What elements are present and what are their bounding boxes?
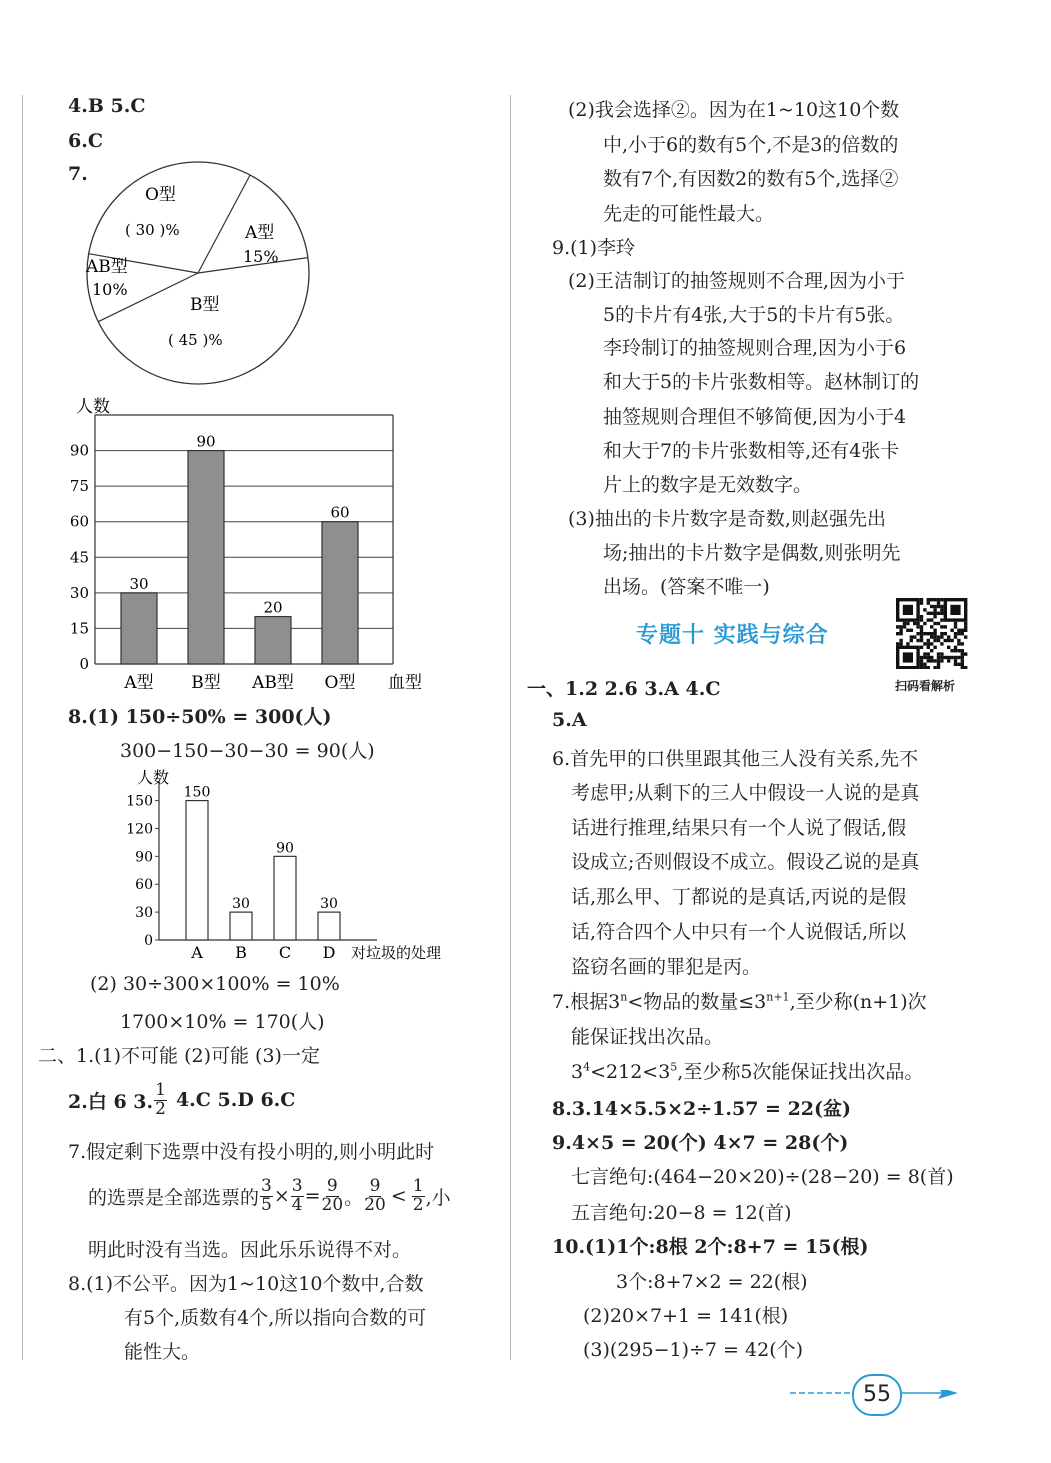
- y-tick-label: 30: [69, 583, 89, 602]
- category-label: A型: [124, 673, 154, 692]
- answer-9-2-e: 抽签规则合理但不够简便,因为小于4: [603, 406, 907, 428]
- topic10-answer-5: 5.A: [552, 709, 587, 731]
- right-line-4: 先走的可能性最大。: [603, 203, 775, 225]
- topic10-answer-6-g: 盗窃名画的罪犯是丙。: [571, 956, 762, 978]
- section-title: 专题十 实践与综合: [636, 622, 829, 648]
- bar-B: [230, 912, 252, 940]
- pie-label-ab: AB型: [86, 257, 128, 277]
- column-divider-left: [22, 95, 23, 1360]
- y-tick-label: 0: [79, 655, 89, 673]
- topic10-answer-7-b: 能保证找出次品。: [571, 1026, 724, 1048]
- garbage-bar-chart: [115, 765, 485, 965]
- answer-7-line1: 7.假定剩下选票中没有投小明的,则小明此时: [68, 1141, 435, 1163]
- category-label: A: [191, 943, 203, 962]
- pie-label-b: B型: [190, 295, 220, 315]
- section-2-answer-1: 二、1.(1)不可能 (2)可能 (3)一定: [38, 1045, 320, 1067]
- topic10-answer-10-c: (2)20×7+1 = 141(根): [583, 1305, 789, 1327]
- answer-9-3-b: 场;抽出的卡片数字是偶数,则张明先: [603, 542, 901, 564]
- bar-B型: [188, 451, 224, 664]
- answer-8-2-line1: (2) 30÷300×100% = 10%: [90, 973, 340, 995]
- answer-4-6-text: 4.C 5.D 6.C: [175, 1089, 296, 1111]
- answer-9-3-c: 出场。(答案不唯一): [603, 576, 770, 598]
- answer-7-line3: 明此时没有当选。因此乐乐说得不对。: [88, 1239, 412, 1261]
- qr-caption: 扫码看解析: [895, 679, 956, 693]
- y-tick-label: 120: [126, 821, 153, 838]
- category-label: B型: [191, 673, 221, 692]
- y-tick-label: 60: [135, 877, 153, 894]
- answer-8-1-line2: 300−150−30−30 = 90(人): [120, 740, 375, 762]
- y-tick-label: 75: [69, 477, 89, 496]
- pie-value-ab: 10%: [92, 280, 128, 299]
- blood-type-bar-chart: [60, 392, 440, 692]
- answer-7-line2: 的选票是全部选票的 $\frac{3}{5}$ × $\frac{3}{4}$ = $\frac{9}{20}$ 。 $\frac{9}{20}$ < $\frac{1}{2}$ ,小: [88, 1175, 451, 1215]
- answer-4-5: 4.B 5.C: [68, 95, 146, 117]
- y-axis-title: 人数: [137, 768, 170, 787]
- y-tick-label: 90: [69, 441, 89, 460]
- bar-A: [186, 801, 208, 940]
- right-line-1: (2)我会选择②。因为在1~10这10个数: [568, 99, 900, 121]
- right-line-2: 中,小于6的数有5个,不是3的倍数的: [603, 134, 899, 156]
- answer-9-2-b: 5的卡片有4张,大于5的卡片有5张。: [603, 304, 905, 326]
- topic10-answer-9-c: 五言绝句:20−8 = 12(首): [571, 1202, 792, 1224]
- column-divider-center: [510, 95, 511, 1360]
- y-tick-label: 15: [69, 619, 89, 638]
- y-tick-label: 0: [144, 933, 153, 949]
- bar-AB型: [255, 617, 291, 664]
- answer-8-2-line2: 1700×10% = 170(人): [120, 1011, 325, 1033]
- answer-9-2-f: 和大于7的卡片张数相等,还有4张卡: [603, 440, 900, 462]
- y-axis-title: 人数: [76, 397, 110, 417]
- x-axis-title: 血型: [388, 673, 422, 692]
- bar-value-label: 30: [320, 896, 338, 913]
- topic10-answers-1-4: 一、1.2 2.6 3.A 4.C: [527, 678, 721, 700]
- answer-9-2-c: 李玲制订的抽签规则合理,因为小于6: [603, 337, 907, 359]
- section-2-answer-2-6: [68, 1078, 295, 1122]
- pie-label-o: O型: [145, 185, 176, 205]
- pie-label-a: A型: [245, 223, 275, 243]
- right-line-3: 数有7个,有因数2的数有5个,选择②: [603, 168, 899, 190]
- answer-9-2-d: 和大于5的卡片张数相等。赵林制订的: [603, 371, 920, 393]
- answer-9-2-g: 片上的数字是无效数字。: [603, 474, 813, 496]
- topic10-answer-10-a: 10.(1)1个:8根 2个:8+7 = 15(根): [552, 1236, 869, 1258]
- answer-9-2-a: (2)王洁制订的抽签规则不合理,因为小于: [568, 270, 905, 292]
- pie-value-o: ( 30 )%: [125, 221, 180, 239]
- answer-8b-line3: 能性大。: [124, 1341, 201, 1363]
- bar-C: [274, 856, 296, 940]
- airplane-icon: [938, 1390, 958, 1399]
- category-label: B: [235, 943, 247, 962]
- answer-6: 6.C: [68, 130, 103, 152]
- bar-A型: [121, 593, 157, 664]
- topic10-answer-9-b: 七言绝句:(464−20×20)÷(28−20) = 8(首): [571, 1166, 954, 1188]
- answer-9-1: 9.(1)李玲: [552, 237, 636, 259]
- bar-O型: [322, 522, 358, 664]
- topic10-answer-8: 8.3.14×5.5×2÷1.57 = 22(盆): [552, 1098, 851, 1120]
- topic10-answer-9-a: 9.4×5 = 20(个) 4×7 = 28(个): [552, 1132, 849, 1154]
- topic10-answer-6-e: 话,那么甲、丁都说的是真话,丙说的是假: [571, 886, 907, 908]
- bar-value-label: 30: [232, 896, 250, 913]
- bar-value-label: 30: [129, 574, 149, 593]
- topic10-answer-7-a: 7.根据$3^n<$物品的数量$\le 3^{n+1}$,至少称(n+1)次: [552, 990, 927, 1013]
- bar-value-label: 20: [263, 598, 283, 617]
- bar-value-label: 60: [330, 503, 350, 522]
- category-label: O型: [324, 673, 356, 692]
- topic10-answer-6-d: 设成立;否则假设不成立。假设乙说的是真: [571, 851, 920, 873]
- page-number: 55: [852, 1374, 902, 1416]
- answer-7-label: 7.: [68, 163, 88, 185]
- topic10-answer-6-f: 话,符合四个人中只有一个人说假话,所以: [571, 921, 907, 943]
- y-tick-label: 30: [135, 905, 153, 922]
- answer-2-3-text: 2.白 6 3.: [68, 1090, 154, 1113]
- topic10-answer-6-c: 话进行推理,结果只有一个人说了假话,假: [571, 817, 907, 839]
- y-tick-label: 60: [69, 512, 89, 531]
- fraction-one-half: $\frac{1}{2}$: [155, 1079, 166, 1119]
- answer-8b-line2: 有5个,质数有4个,所以指向合数的可: [124, 1307, 427, 1329]
- answer-8b-line1: 8.(1)不公平。因为1~10这10个数中,合数: [68, 1273, 424, 1295]
- topic10-answer-6-a: 6.首先甲的口供里跟其他三人没有关系,先不: [552, 748, 919, 770]
- y-tick-label: 45: [69, 548, 89, 567]
- blood-type-pie-chart: [80, 160, 330, 390]
- category-label: C: [278, 943, 292, 962]
- category-label: AB型: [252, 673, 294, 692]
- bar-value-label: 90: [276, 840, 294, 857]
- topic10-answer-6-b: 考虑甲;从剩下的三人中假设一人说的是真: [571, 782, 920, 804]
- bar-D: [318, 912, 340, 940]
- bar-value-label: 150: [183, 784, 211, 801]
- category-label: D: [322, 943, 336, 962]
- qr-code-icon[interactable]: [893, 597, 969, 669]
- x-axis-title: 对垃圾的处理: [351, 944, 442, 962]
- y-tick-label: 90: [135, 849, 153, 866]
- bar-value-label: 90: [196, 432, 216, 451]
- pie-value-a: 15%: [243, 247, 279, 266]
- answer-8-1-line1: 8.(1) 150÷50% = 300(人): [68, 706, 332, 728]
- topic10-answer-7-c: $3^4<212<3^5$,至少称5次能保证找出次品。: [571, 1060, 924, 1083]
- topic10-answer-10-b: 3个:8+7×2 = 22(根): [616, 1271, 808, 1293]
- topic10-answer-10-d: (3)(295−1)÷7 = 42(个): [583, 1339, 804, 1361]
- answer-9-3-a: (3)抽出的卡片数字是奇数,则赵强先出: [568, 508, 886, 530]
- pie-value-b: ( 45 )%: [168, 331, 223, 349]
- y-tick-label: 150: [126, 793, 153, 810]
